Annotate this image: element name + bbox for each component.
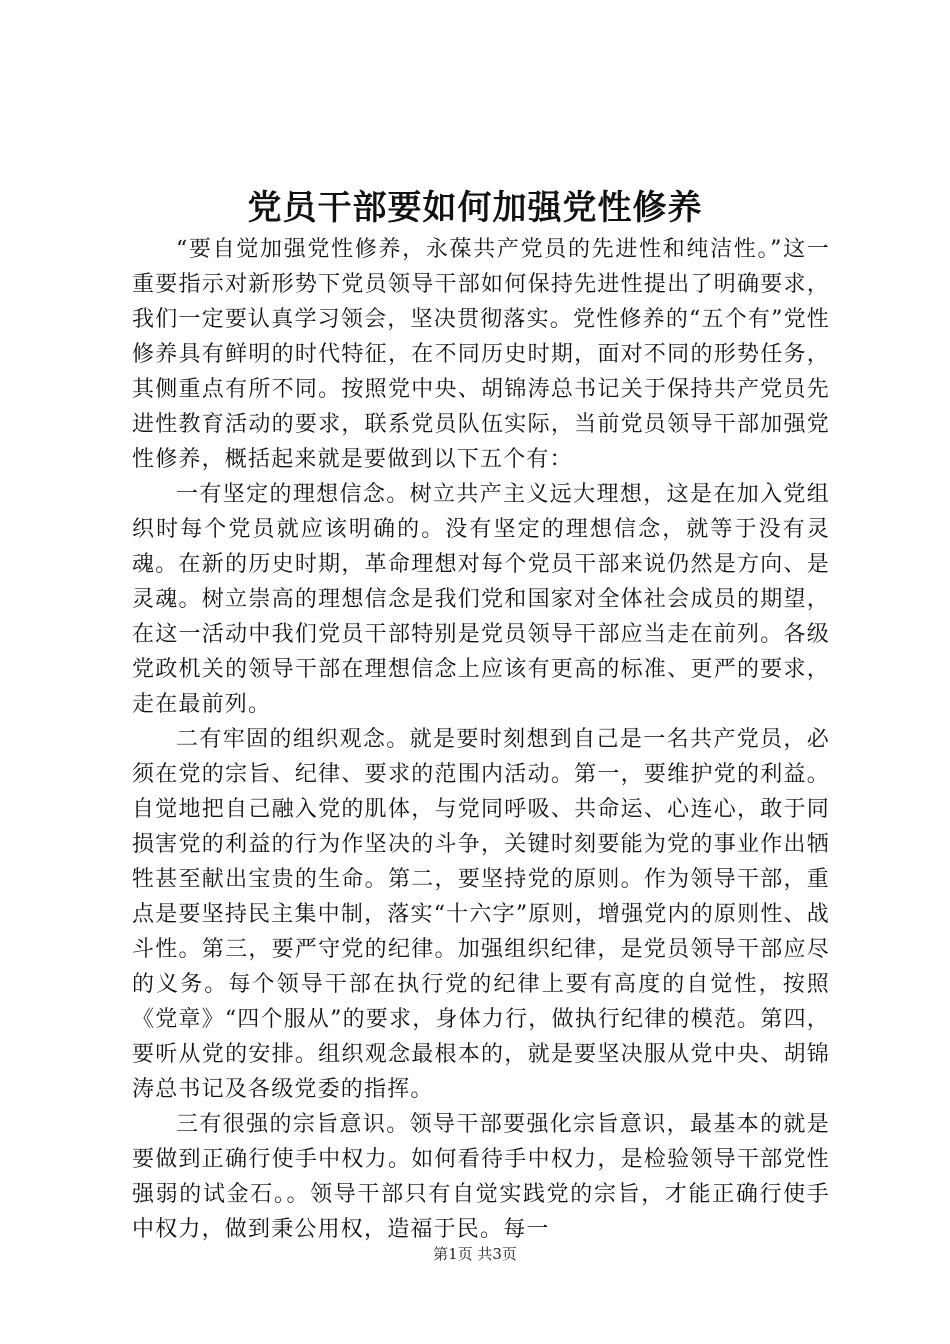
paragraph-ideals: 一有坚定的理想信念。树立共产主义远大理想，这是在加入党组织时每个党员就应该明确的。没有坚定的理想信念，就等于没有灵魂。在新的历史时期，革命理想对每个党员干部来说仍然是方向、是灵魂。树立崇高的理想信念是我们党和国家对全体社会成员的期望，在这一活动中我们党员干部特别是党员领导干部应当走在前列。各级党政机关的领导干部在理想信念上应该有更高的标准、更严的要求，走在最前列。	[132, 482, 830, 717]
page-footer: 第1页 共3页	[433, 1245, 517, 1263]
paragraph-organization: 二有牢固的组织观念。就是要时刻想到自己是一名共产党员，必须在党的宗旨、纪律、要求的范围内活动。第一，要维护党的利益。自觉地把自己融入党的肌体，与党同呼吸、共命运、心连心，敢于同损害党的利益的行为作坚决的斗争，关键时刻要能为党的事业作出牺牲甚至献出宝贵的生命。第二，要坚持党的原则。作为领导干部，重点是要坚持民主集中制，落实“十六字”原则，增强党内的原则性、战斗性。第三，要严守党的纪律。加强组织纪律，是党员领导干部应尽的义务。每个领导干部在执行党的纪律上要有高度的自觉性，按照《党章》“四个服从”的要求，身体力行，做执行纪律的模范。第四，要听从党的安排。组织观念最根本的，就是要坚决服从党中央、胡锦涛总书记及各级党委的指挥。	[132, 727, 830, 1102]
document-body	[132, 232, 830, 1247]
document-title: 党员干部要如何加强党性修养	[247, 188, 703, 228]
paragraph-purpose: 三有很强的宗旨意识。领导干部要强化宗旨意识，最基本的就是要做到正确行使手中权力。如何看待手中权力，是检验领导干部党性强弱的试金石。。领导干部只有自觉实践党的宗旨，才能正确行使手中权力，做到秉公用权，造福于民。每一	[132, 1112, 830, 1242]
paragraph-intro: “要自觉加强党性修养，永葆共产党员的先进性和纯洁性。”这一重要指示对新形势下党员领导干部如何保持先进性提出了明确要求，我们一定要认真学习领会，坚决贯彻落实。党性修养的“五个有”党性修养具有鲜明的时代特征，在不同历史时期，面对不同的形势任务，其侧重点有所不同。按照党中央、胡锦涛总书记关于保持共产党员先进性教育活动的要求，联系党员队伍实际，当前党员领导干部加强党性修养，概括起来就是要做到以下五个有：	[132, 237, 830, 472]
